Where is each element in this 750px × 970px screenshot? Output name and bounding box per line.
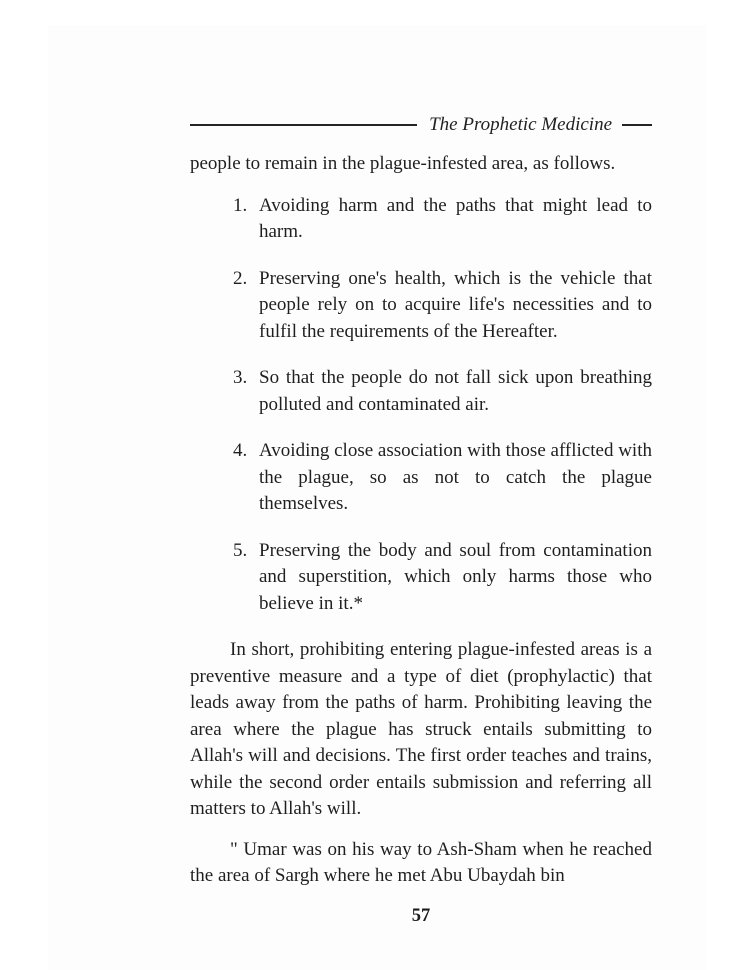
- list-item-number: 5.: [233, 539, 248, 561]
- list-item-number: 1.: [233, 194, 248, 216]
- numbered-list: [233, 193, 652, 618]
- list-item-text: So that the people do not fall sick upon breathing polluted and contaminated air.: [259, 367, 652, 415]
- list-item: [233, 266, 652, 346]
- list-item-text: Preserving the body and soul from contamination and superstition, which only harms those who believe in it.*: [259, 539, 652, 614]
- running-header: [190, 112, 652, 138]
- list-item-number: 3.: [233, 367, 248, 388]
- list-item-number: 4.: [233, 440, 248, 461]
- list-item-text: Avoiding harm and the paths that might lead to harm.: [259, 194, 652, 242]
- list-item: [233, 193, 652, 246]
- page-content: [190, 112, 652, 929]
- list-item-text: Preserving one's health, which is the vehicle that people rely on to acquire life's necessities and to fulfil the requirements of the Hereafter.: [259, 267, 652, 342]
- list-item: [233, 365, 652, 418]
- paragraph-intro: people to remain in the plague-infested area, as follows.: [190, 153, 616, 174]
- list-item-text: Avoiding close association with those afflicted with the plague, so as not to catch the plague themselves.: [259, 440, 652, 514]
- header-rule-right: [622, 124, 652, 126]
- header-title: The Prophetic Medicine: [429, 113, 612, 135]
- page-number: 57: [411, 905, 431, 926]
- paragraph-body: In short, prohibiting entering plague-infested areas is a preventive measure and a type of diet (prophylactic) that leads away from the paths of harm. Prohibiting leaving the area where the plague has struck entails submitting to Allah's will and decisions. The first order teaches and trains, while the second order entails submission and referring all matters to Allah's will.: [190, 639, 652, 819]
- paragraph-quote: " Umar was on his way to Ash-Sham when he reached the area of Sargh where he met Abu Ubaydah bin: [190, 838, 652, 886]
- list-item: [233, 438, 652, 518]
- header-rule-left: [190, 124, 417, 126]
- list-item: [233, 538, 652, 618]
- list-item-number: 2.: [233, 267, 248, 289]
